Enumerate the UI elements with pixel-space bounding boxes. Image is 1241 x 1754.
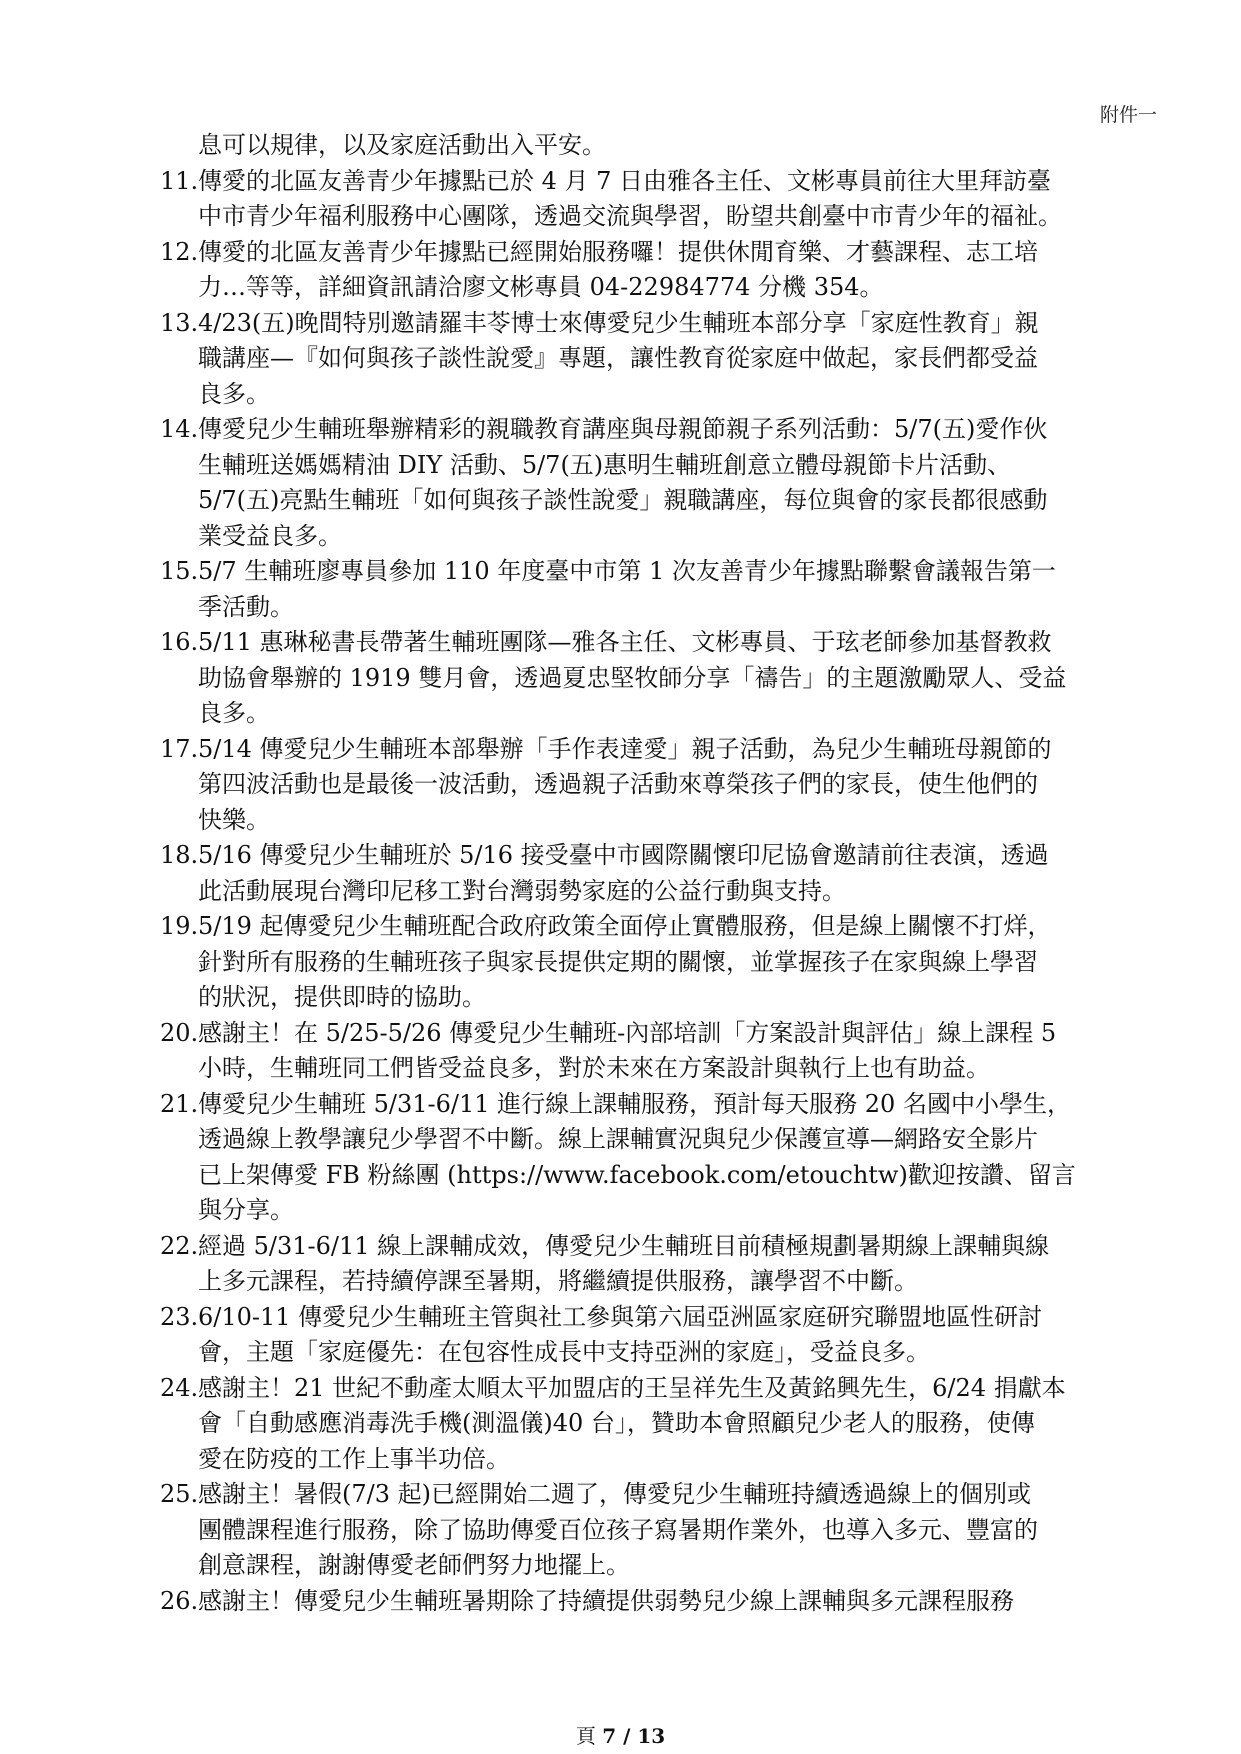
item-text-line: 感謝主！21 世紀不動產太順太平加盟店的王呈祥先生及黃銘興先生，6/24 捐獻本 bbox=[198, 1373, 1066, 1402]
item-text-line: 會，主題「家庭優先：在包容性成長中支持亞洲的家庭」，受益良多。 bbox=[198, 1338, 930, 1366]
item-text-line: 透過線上教學讓兒少學習不中斷。線上課輔實況與兒少保護宣導—網路安全影片 bbox=[198, 1125, 1038, 1153]
item-text-line: 季活動。 bbox=[198, 592, 294, 621]
list-item bbox=[160, 732, 1160, 839]
item-text-line: 力…等等，詳細資訊請洽廖文彬專員 04-22984774 分機 354。 bbox=[198, 273, 884, 301]
item-text-line: 生輔班送媽媽精油 DIY 活動、5/7(五)惠明生輔班創意立體母親節卡片活動、 bbox=[198, 450, 1012, 479]
page-numbers: 7 / 13 bbox=[602, 1724, 666, 1748]
item-number: 20. bbox=[160, 1018, 199, 1047]
item-text-line: 助協會舉辦的 1919 雙月會，透過夏忠堅牧師分享「禱告」的主題激勵眾人、受益 bbox=[198, 663, 1067, 692]
list-item bbox=[160, 625, 1160, 732]
list-item bbox=[160, 306, 1160, 413]
item-text-line: 第四波活動也是最後一波活動，透過親子活動來尊榮孩子們的家長，使生他們的 bbox=[198, 770, 1038, 798]
item-number: 14. bbox=[160, 415, 199, 443]
item-number: 18. bbox=[160, 841, 199, 869]
item-number: 16. bbox=[160, 628, 199, 656]
item-text-line: 上多元課程，若持續停課至暑期，將繼續提供服務，讓學習不中斷。 bbox=[198, 1267, 918, 1295]
item-number: 23. bbox=[160, 1302, 199, 1331]
item-text-line: 會「自動感應消毒洗手機(測溫儀)40 台」，贊助本會照顧兒少老人的服務，使傳 bbox=[198, 1409, 1035, 1437]
item-text bbox=[198, 625, 1066, 732]
list-item bbox=[160, 1371, 1160, 1478]
list-item bbox=[160, 1016, 1160, 1087]
item-text-line: 5/16 傳愛兒少生輔班於 5/16 接受臺中市國際關懷印尼協會邀請前往表演，透過 bbox=[198, 841, 1049, 869]
item-text bbox=[198, 1371, 1066, 1478]
list-item bbox=[160, 1087, 1160, 1229]
item-text-line: 此活動展現台灣印尼移工對台灣弱勢家庭的公益行動與支持。 bbox=[198, 876, 846, 905]
item-number: 22. bbox=[160, 1231, 199, 1260]
item-text-line: 業受益良多。 bbox=[198, 521, 342, 550]
item-text-line: 職講座—『如何與孩子談性說愛』專題，讓性教育從家庭中做起，家長們都受益 bbox=[198, 344, 1038, 372]
item-text bbox=[198, 1087, 1076, 1229]
item-text-line: 傳愛兒少生輔班 5/31-6/11 進行線上課輔服務，預計每天服務 20 名國中小學生， bbox=[198, 1089, 1071, 1118]
item-text bbox=[198, 1229, 1049, 1300]
item-text-line: 良多。 bbox=[198, 379, 270, 408]
list-item bbox=[160, 164, 1160, 235]
item-text bbox=[198, 1016, 1056, 1087]
item-number: 12. bbox=[160, 237, 199, 266]
page-prefix: 頁 bbox=[575, 1724, 596, 1748]
list-item bbox=[160, 1584, 1160, 1620]
item-text-line: 傳愛兒少生輔班舉辦精彩的親職教育講座與母親節親子系列活動：5/7(五)愛作伙 bbox=[198, 415, 1048, 443]
item-text bbox=[198, 412, 1047, 554]
item-text bbox=[198, 909, 1052, 1016]
item-text-line: 傳愛的北區友善青少年據點已經開始服務囉！提供休閒育樂、才藝課程、志工培 bbox=[198, 237, 1038, 266]
item-text-line: 4/23(五)晚間特別邀請羅丰苓博士來傳愛兒少生輔班本部分享「家庭性教育」親 bbox=[198, 308, 1039, 337]
item-text-line: 5/14 傳愛兒少生輔班本部舉辦「手作表達愛」親子活動，為兒少生輔班母親節的 bbox=[198, 734, 1052, 763]
item-number: 11. bbox=[160, 166, 199, 195]
item-number: 19. bbox=[160, 912, 199, 940]
list-item bbox=[160, 1477, 1160, 1584]
attachment-label: 附件一 bbox=[1099, 104, 1157, 126]
item-number: 25. bbox=[160, 1480, 199, 1508]
item-text-line: 中市青少年福利服務中心團隊，透過交流與學習，盼望共創臺中市青少年的福祉。 bbox=[198, 202, 1062, 230]
item-text-line: 傳愛的北區友善青少年據點已於 4 月 7 日由雅各主任、文彬專員前往大里拜訪臺 bbox=[198, 166, 1052, 195]
item-text-line: 針對所有服務的生輔班孩子與家長提供定期的關懷，並掌握孩子在家與線上學習 bbox=[198, 947, 1038, 976]
item-text-line: 已上架傳愛 FB 粉絲團 (https://www.facebook.com/etouchtw)歡迎按讚、留言 bbox=[198, 1160, 1076, 1189]
item-text-line: 5/7 生輔班廖專員參加 110 年度臺中市第 1 次友善青少年據點聯繫會議報告第一 bbox=[198, 557, 1056, 585]
item-text-line: 6/10-11 傳愛兒少生輔班主管與社工參與第六屆亞洲區家庭研究聯盟地區性研討 bbox=[198, 1302, 1043, 1331]
list-item bbox=[160, 838, 1160, 909]
continuation-line: 息可以規律，以及家庭活動出入平安。 bbox=[198, 131, 606, 159]
item-text-line: 團體課程進行服務，除了協助傳愛百位孩子寫暑期作業外，也導入多元、豐富的 bbox=[198, 1515, 1038, 1544]
item-text-line: 5/19 起傳愛兒少生輔班配合政府政策全面停止實體服務，但是線上關懷不打烊， bbox=[198, 912, 1052, 940]
item-text bbox=[198, 732, 1052, 839]
document-body bbox=[160, 128, 1160, 1619]
list-item bbox=[160, 1229, 1160, 1300]
item-text-line: 的狀況，提供即時的協助。 bbox=[198, 983, 486, 1011]
list-item bbox=[160, 235, 1160, 306]
item-text-line: 創意課程，謝謝傳愛老師們努力地擺上。 bbox=[198, 1551, 630, 1579]
item-text bbox=[198, 1584, 1014, 1620]
item-text bbox=[198, 164, 1062, 235]
list-item bbox=[160, 554, 1160, 625]
list-item bbox=[160, 909, 1160, 1016]
item-text-line: 感謝主！在 5/25-5/26 傳愛兒少生輔班-內部培訓「方案設計與評估」線上課程 5 bbox=[198, 1018, 1057, 1047]
item-text-line: 感謝主！傳愛兒少生輔班暑期除了持續提供弱勢兒少線上課輔與多元課程服務 bbox=[198, 1586, 1014, 1615]
item-number: 21. bbox=[160, 1089, 199, 1118]
item-text-line: 5/7(五)亮點生輔班「如何與孩子談性說愛」親職講座，每位與會的家長都很感動 bbox=[198, 486, 1048, 514]
item-text-line: 快樂。 bbox=[198, 805, 270, 834]
item-text-line: 與分享。 bbox=[198, 1196, 294, 1224]
list-item bbox=[160, 1300, 1160, 1371]
item-number: 15. bbox=[160, 557, 199, 585]
item-text bbox=[198, 838, 1049, 909]
item-number: 13. bbox=[160, 308, 199, 337]
item-text bbox=[198, 306, 1039, 413]
page-footer bbox=[0, 1720, 1241, 1749]
item-text-line: 良多。 bbox=[198, 699, 270, 727]
item-number: 17. bbox=[160, 734, 199, 763]
list-item bbox=[160, 412, 1160, 554]
item-text bbox=[198, 554, 1056, 625]
item-text bbox=[198, 1300, 1042, 1371]
item-text-line: 感謝主！暑假(7/3 起)已經開始二週了，傳愛兒少生輔班持續透過線上的個別或 bbox=[198, 1480, 1031, 1508]
item-text-line: 小時，生輔班同工們皆受益良多，對於未來在方案設計與執行上也有助益。 bbox=[198, 1054, 990, 1082]
item-text-line: 5/11 惠琳秘書長帶著生輔班團隊—雅各主任、文彬專員、于玹老師參加基督教救 bbox=[198, 628, 1052, 656]
item-text bbox=[198, 235, 1038, 306]
item-number: 24. bbox=[160, 1373, 199, 1402]
item-text bbox=[198, 1477, 1038, 1584]
item-number: 26. bbox=[160, 1586, 199, 1615]
item-text-line: 愛在防疫的工作上事半功倍。 bbox=[198, 1444, 510, 1473]
item-text-line: 經過 5/31-6/11 線上課輔成效，傳愛兒少生輔班目前積極規劃暑期線上課輔與線 bbox=[198, 1231, 1050, 1260]
